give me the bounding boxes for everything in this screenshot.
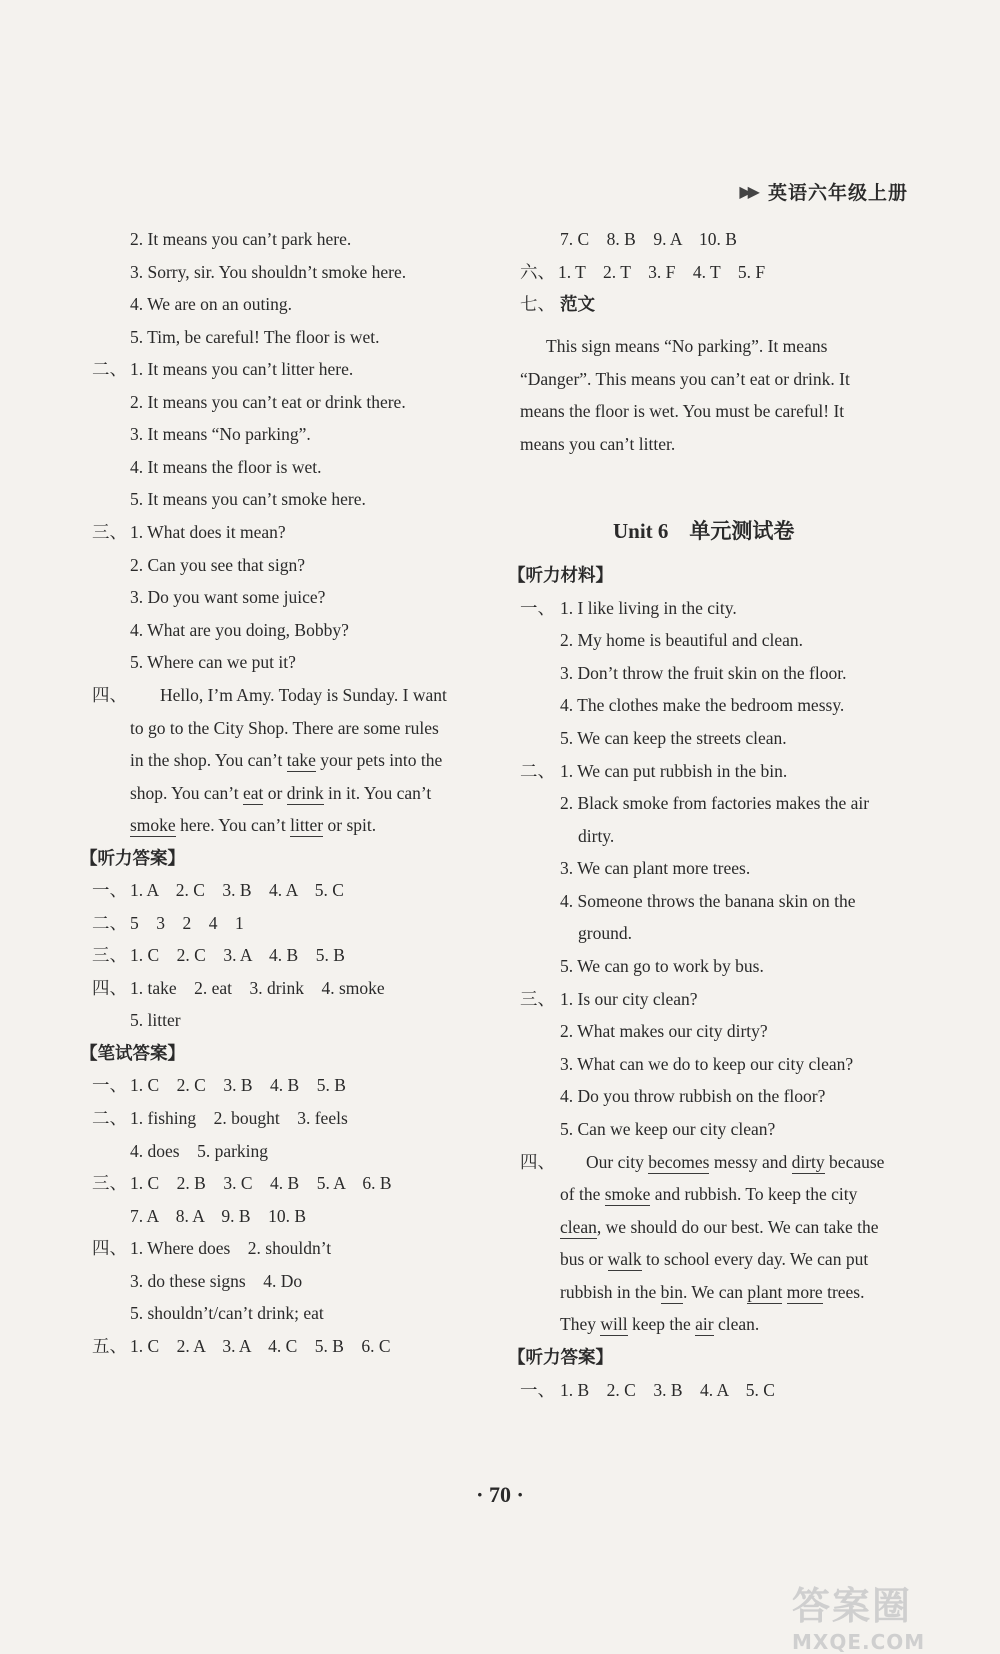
answer-blank: clean bbox=[560, 1217, 597, 1237]
section-label: 二、 bbox=[92, 1108, 127, 1128]
list-item: 5. Can we keep our city clean? bbox=[560, 1119, 776, 1139]
section-title: 【听力材料】 bbox=[508, 565, 613, 585]
answer-row: 1. C 2. A 3. A 4. C 5. B 6. C bbox=[130, 1336, 391, 1356]
list-item: 4. The clothes make the bedroom messy. bbox=[560, 695, 845, 715]
section-label: 一、 bbox=[92, 880, 127, 900]
section-title: 【听力答案】 bbox=[508, 1347, 613, 1367]
list-item: 2. It means you can’t eat or drink there. bbox=[130, 392, 406, 412]
section-title: 【笔试答案】 bbox=[80, 1043, 185, 1063]
answer-row: 7. A 8. A 9. B 10. B bbox=[130, 1206, 307, 1226]
essay-line: means the floor is wet. You must be careful! It bbox=[520, 401, 845, 421]
list-item: 2. Black smoke from factories makes the air bbox=[560, 793, 870, 813]
answer-blank: air bbox=[695, 1314, 714, 1334]
section-label: 三、 bbox=[92, 1173, 127, 1193]
section-label: 四、 bbox=[520, 1152, 555, 1172]
watermark-top: 答案圈 bbox=[792, 1584, 913, 1628]
book-header bbox=[739, 178, 908, 205]
answer-blank: smoke bbox=[130, 815, 176, 835]
list-item: 1. It means you can’t litter here. bbox=[130, 359, 354, 379]
answer-row: 1. C 2. C 3. A 4. B 5. B bbox=[130, 945, 345, 965]
section-title: 【听力答案】 bbox=[80, 848, 185, 868]
list-item: 4. We are on an outing. bbox=[130, 294, 293, 314]
answer-blank: smoke bbox=[604, 1184, 651, 1204]
passage-line: of the smoke and rubbish. To keep the city bbox=[560, 1184, 858, 1204]
list-item: 5. Where can we put it? bbox=[130, 652, 296, 672]
list-item: 3. It means “No parking”. bbox=[130, 424, 311, 444]
arrow-icon: ▶▶ bbox=[739, 183, 756, 201]
essay-line: “Danger”. This means you can’t eat or drink. It bbox=[520, 369, 850, 389]
answer-row: 5 3 2 4 1 bbox=[130, 913, 244, 933]
answer-row: 1. A 2. C 3. B 4. A 5. C bbox=[130, 880, 344, 900]
passage-line: Our city becomes messy and dirty because bbox=[586, 1152, 885, 1172]
answer-blank: litter bbox=[290, 815, 324, 835]
answer-row: 7. C 8. B 9. A 10. B bbox=[560, 229, 737, 249]
list-item: dirty. bbox=[578, 826, 615, 846]
essay-line: This sign means “No parking”. It means bbox=[546, 336, 828, 356]
passage-line: in the shop. You can’t take your pets into the bbox=[130, 750, 443, 770]
passage-line: clean, we should do our best. We can take the bbox=[560, 1217, 879, 1237]
list-item: 3. We can plant more trees. bbox=[560, 858, 751, 878]
list-item: 1. We can put rubbish in the bin. bbox=[560, 761, 788, 781]
list-item: 3. Do you want some juice? bbox=[130, 587, 326, 607]
watermark-bottom: MXQE.COM bbox=[792, 1630, 926, 1654]
book-title: 英语六年级上册 bbox=[767, 183, 908, 204]
list-item: 2. What makes our city dirty? bbox=[560, 1021, 768, 1041]
answer-row: 5. litter bbox=[130, 1010, 181, 1030]
answer-blank: dirty bbox=[791, 1152, 825, 1172]
section-label: 二、 bbox=[92, 359, 127, 379]
answer-blank: eat bbox=[242, 783, 264, 803]
list-item: ground. bbox=[578, 923, 632, 943]
section-label: 四、 bbox=[92, 685, 127, 705]
list-item: 5. We can go to work by bus. bbox=[560, 956, 764, 976]
answer-row: 3. do these signs 4. Do bbox=[130, 1271, 303, 1291]
section-label: 一、 bbox=[520, 598, 555, 618]
list-item: 3. Don’t throw the fruit skin on the floor. bbox=[560, 663, 847, 683]
section-label: 二、 bbox=[92, 913, 127, 933]
answer-blank: more bbox=[786, 1282, 823, 1302]
section-label: 七、 bbox=[520, 294, 555, 314]
section-title: 范文 bbox=[560, 294, 595, 314]
list-item: 2. It means you can’t park here. bbox=[130, 229, 352, 249]
list-item: 3. Sorry, sir. You shouldn’t smoke here. bbox=[130, 262, 407, 282]
answer-row: 1. take 2. eat 3. drink 4. smoke bbox=[130, 978, 385, 998]
answer-row: 1. Where does 2. shouldn’t bbox=[130, 1238, 332, 1258]
section-label: 二、 bbox=[520, 761, 555, 781]
section-label: 六、 bbox=[520, 262, 555, 282]
section-label: 四、 bbox=[92, 978, 127, 998]
answer-row: 1. C 2. C 3. B 4. B 5. B bbox=[130, 1075, 346, 1095]
list-item: 4. What are you doing, Bobby? bbox=[130, 620, 349, 640]
section-label: 五、 bbox=[92, 1336, 127, 1356]
answer-row: 4. does 5. parking bbox=[130, 1141, 269, 1161]
answer-blank: drink bbox=[286, 783, 324, 803]
list-item: 2. My home is beautiful and clean. bbox=[560, 630, 803, 650]
list-item: 4. Someone throws the banana skin on the bbox=[560, 891, 856, 911]
answer-blank: plant bbox=[747, 1282, 783, 1302]
list-item: 4. Do you throw rubbish on the floor? bbox=[560, 1086, 826, 1106]
answer-blank: will bbox=[600, 1314, 628, 1334]
answer-row: 1. B 2. C 3. B 4. A 5. C bbox=[560, 1380, 775, 1400]
passage-line: shop. You can’t eat or drink in it. You can’t bbox=[130, 783, 432, 803]
passage-line: rubbish in the bin. We can plant more trees. bbox=[560, 1282, 865, 1302]
answer-blank: walk bbox=[607, 1249, 642, 1269]
list-item: 5. It means you can’t smoke here. bbox=[130, 489, 366, 509]
passage-line: They will keep the air clean. bbox=[560, 1314, 760, 1334]
watermark-logo bbox=[792, 1575, 982, 1654]
list-item: 1. I like living in the city. bbox=[560, 598, 737, 618]
answer-blank: bin bbox=[660, 1282, 683, 1302]
list-item: 1. What does it mean? bbox=[130, 522, 286, 542]
list-item: 3. What can we do to keep our city clean? bbox=[560, 1054, 854, 1074]
page-number: · 70 · bbox=[476, 1482, 524, 1507]
essay-line: means you can’t litter. bbox=[520, 434, 676, 454]
section-label: 三、 bbox=[92, 945, 127, 965]
section-label: 一、 bbox=[520, 1380, 555, 1400]
list-item: 2. Can you see that sign? bbox=[130, 555, 305, 575]
section-label: 三、 bbox=[520, 989, 555, 1009]
list-item: 1. Is our city clean? bbox=[560, 989, 698, 1009]
answer-blank: take bbox=[286, 750, 316, 770]
unit-title: Unit 6 单元测试卷 bbox=[613, 519, 795, 543]
answer-row: 1. fishing 2. bought 3. feels bbox=[130, 1108, 348, 1128]
passage-line: bus or walk to school every day. We can put bbox=[560, 1249, 869, 1269]
passage-line: Hello, I’m Amy. Today is Sunday. I want bbox=[160, 685, 447, 705]
section-label: 四、 bbox=[92, 1238, 127, 1258]
list-item: 4. It means the floor is wet. bbox=[130, 457, 322, 477]
list-item: 5. Tim, be careful! The floor is wet. bbox=[130, 327, 380, 347]
answer-blank: becomes bbox=[648, 1152, 710, 1172]
passage-line: to go to the City Shop. There are some rules bbox=[130, 718, 439, 738]
answer-row: 1. T 2. T 3. F 4. T 5. F bbox=[558, 262, 766, 282]
answer-row: 5. shouldn’t/can’t drink; eat bbox=[130, 1303, 324, 1323]
list-item: 5. We can keep the streets clean. bbox=[560, 728, 787, 748]
answer-row: 1. C 2. B 3. C 4. B 5. A 6. B bbox=[130, 1173, 392, 1193]
section-label: 一、 bbox=[92, 1075, 127, 1095]
passage-line: smoke here. You can’t litter or spit. bbox=[130, 815, 377, 835]
section-label: 三、 bbox=[92, 522, 127, 542]
